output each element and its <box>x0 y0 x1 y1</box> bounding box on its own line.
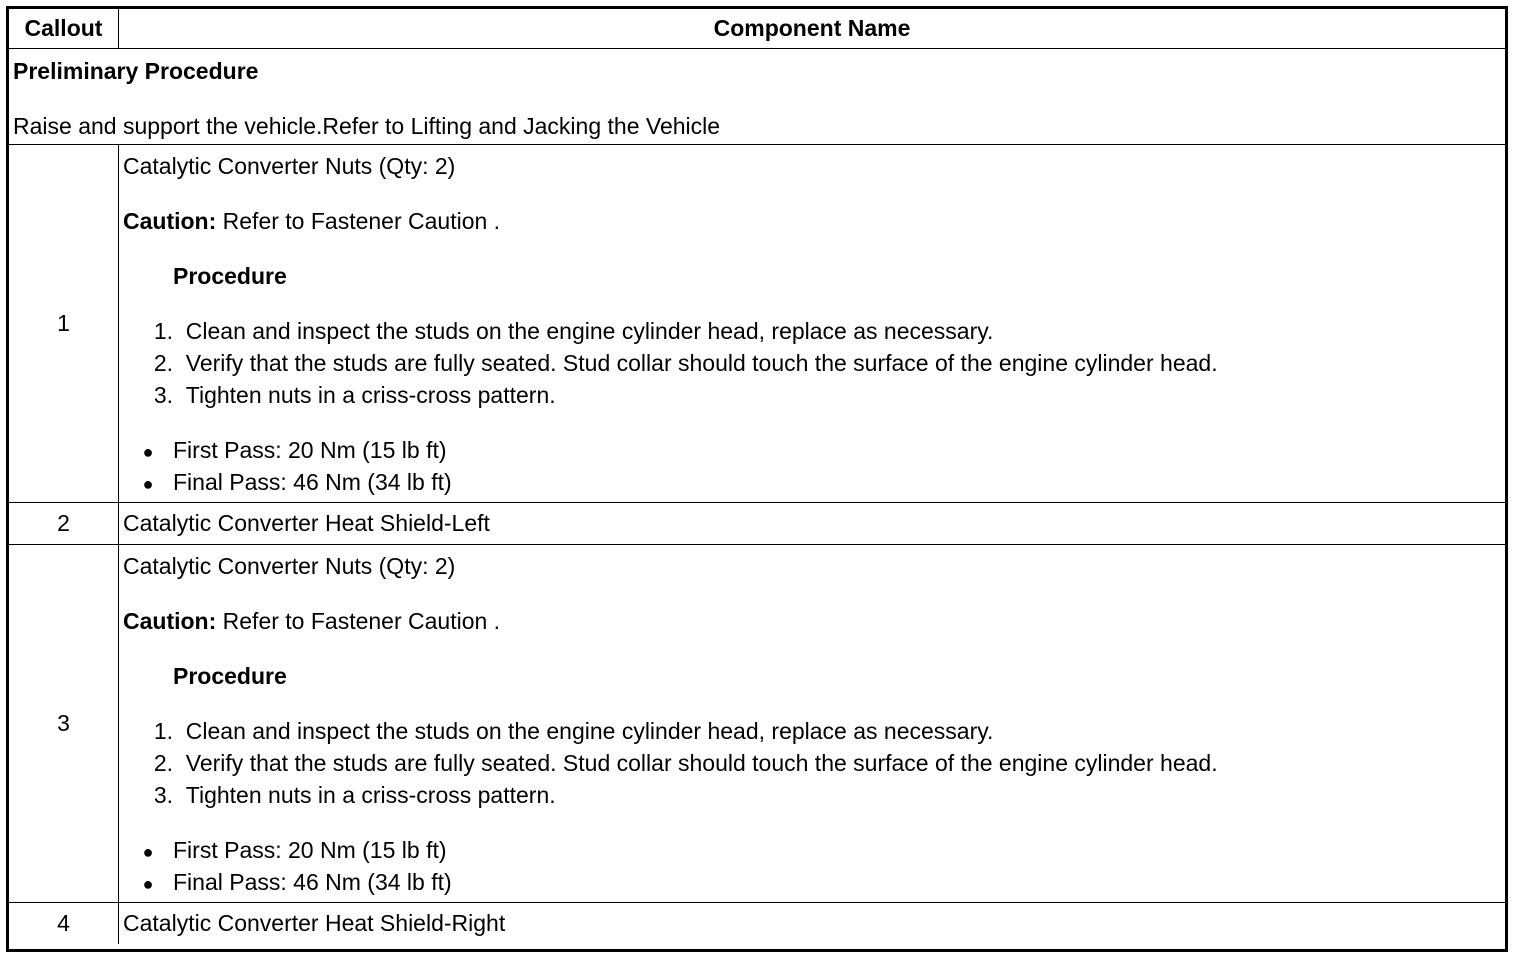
component-name-header: Component Name <box>119 9 1506 49</box>
component-name: Catalytic Converter Nuts (Qty: 2) <box>123 153 456 179</box>
step-text: Tighten nuts in a criss-cross pattern. <box>185 382 556 408</box>
step-number: 1. <box>153 318 173 344</box>
caution-label: Caution: <box>123 608 217 634</box>
component-name: Catalytic Converter Nuts (Qty: 2) <box>123 553 456 579</box>
table-row <box>9 503 1505 545</box>
preliminary-title: Preliminary Procedure <box>13 58 259 84</box>
procedure-step <box>123 315 1501 347</box>
component-name: Catalytic Converter Heat Shield-Left <box>119 503 1506 545</box>
step-text: Clean and inspect the studs on the engine cylinder head, replace as necessary. <box>185 318 994 344</box>
component-cell <box>119 545 1506 903</box>
component-cell <box>119 145 1506 503</box>
callout-header: Callout <box>9 9 119 49</box>
bullet-icon: ● <box>142 842 154 862</box>
table-row <box>9 545 1505 903</box>
bullet-text: First Pass: 20 Nm (15 lb ft) <box>173 837 447 863</box>
torque-bullet <box>123 434 1501 466</box>
torque-bullet <box>123 866 1501 898</box>
torque-bullet <box>123 466 1501 498</box>
step-number: 2. <box>153 750 173 776</box>
step-text: Verify that the studs are fully seated. Stud collar should touch the surface of the engine cylinder head. <box>185 350 1218 376</box>
procedure-step <box>123 779 1501 811</box>
preliminary-text: Raise and support the vehicle.Refer to Lifting and Jacking the Vehicle <box>13 113 721 139</box>
step-number: 1. <box>153 718 173 744</box>
step-text: Tighten nuts in a criss-cross pattern. <box>185 782 556 808</box>
callout-number: 1 <box>9 145 119 503</box>
step-number: 3. <box>153 382 173 408</box>
torque-bullet <box>123 834 1501 866</box>
callout-number: 2 <box>9 503 119 545</box>
caution-line <box>123 205 1501 237</box>
step-number: 3. <box>153 782 173 808</box>
bullet-icon: ● <box>142 442 154 462</box>
component-name: Catalytic Converter Heat Shield-Right <box>119 903 1506 945</box>
caution-label: Caution: <box>123 208 217 234</box>
procedure-title: Procedure <box>173 263 287 289</box>
procedure-step <box>123 747 1501 779</box>
bullet-text: Final Pass: 46 Nm (34 lb ft) <box>173 469 452 495</box>
component-table <box>6 6 1508 952</box>
caution-text: Refer to Fastener Caution . <box>216 608 501 634</box>
procedure-step <box>123 379 1501 411</box>
caution-line <box>123 605 1501 637</box>
header-row <box>9 9 1505 49</box>
table-row <box>9 145 1505 503</box>
step-text: Clean and inspect the studs on the engine cylinder head, replace as necessary. <box>185 718 994 744</box>
bullet-text: Final Pass: 46 Nm (34 lb ft) <box>173 869 452 895</box>
bullet-text: First Pass: 20 Nm (15 lb ft) <box>173 437 447 463</box>
step-text: Verify that the studs are fully seated. Stud collar should touch the surface of the engine cylinder head. <box>185 750 1218 776</box>
procedure-step <box>123 347 1501 379</box>
step-number: 2. <box>153 350 173 376</box>
callout-number: 3 <box>9 545 119 903</box>
procedure-title: Procedure <box>173 663 287 689</box>
caution-text: Refer to Fastener Caution . <box>216 208 501 234</box>
procedure-step <box>123 715 1501 747</box>
preliminary-row <box>9 49 1505 145</box>
bullet-icon: ● <box>142 474 154 494</box>
callout-number: 4 <box>9 903 119 945</box>
table-row <box>9 903 1505 945</box>
bullet-icon: ● <box>142 874 154 894</box>
